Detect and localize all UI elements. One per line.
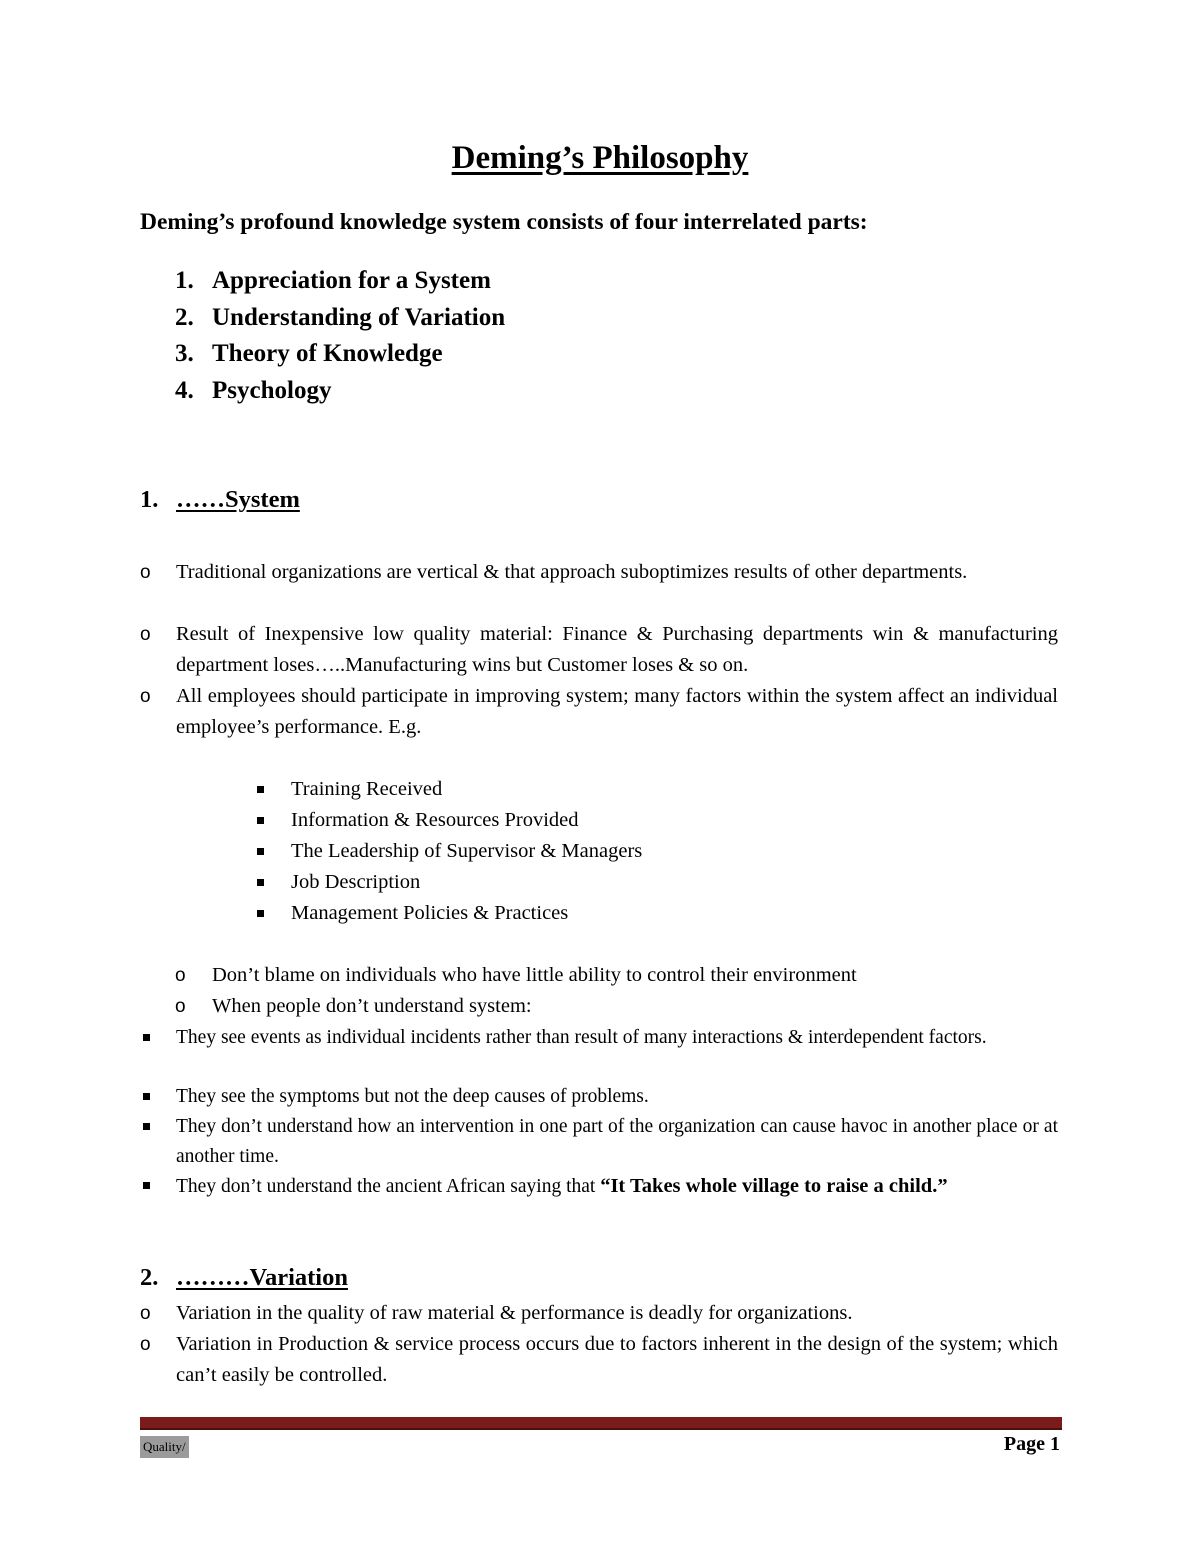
bullet-paragraph <box>140 1329 1058 1391</box>
list-item <box>254 774 642 805</box>
bullet-paragraph <box>140 1298 1058 1329</box>
square-bullet-paragraph <box>140 1171 1058 1202</box>
circle-bullet-icon: o <box>175 996 186 1017</box>
section-heading-variation <box>140 1264 348 1292</box>
page-title: Deming’s Philosophy <box>451 140 749 176</box>
square-bullet-icon <box>257 848 264 855</box>
bullet-text <box>176 1171 1058 1202</box>
bullet-text: All employees should participate in improving system; many factors within the system affect an individual employee’s performance. E.g. <box>176 685 1058 738</box>
saying-quote: “It Takes whole village to raise a child.” <box>600 1175 948 1197</box>
square-bullet-icon <box>143 1093 150 1100</box>
square-bullet-paragraph <box>140 1023 1058 1053</box>
circle-bullet-icon: o <box>140 624 151 645</box>
list-label: Information & Resources Provided <box>291 809 579 831</box>
list-item <box>254 836 642 867</box>
sub-point-text: Don’t blame on individuals who have little ability to control their environment <box>212 964 857 986</box>
list-item <box>254 898 642 929</box>
sub-point-text: When people don’t understand system: <box>212 995 532 1017</box>
list-item <box>175 339 505 376</box>
bullet-text: They see the symptoms but not the deep causes of problems. <box>176 1086 649 1107</box>
square-bullet-paragraph <box>140 1112 1058 1172</box>
bullet-paragraph <box>140 619 1058 681</box>
section-title: ………Variation <box>176 1264 348 1291</box>
intro-text: Deming’s profound knowledge system consists of four interrelated parts: <box>140 209 868 235</box>
list-item <box>175 266 505 303</box>
footer-label: Quality/ <box>140 1436 189 1458</box>
list-item <box>254 867 642 898</box>
circle-bullet-icon: o <box>140 562 151 583</box>
list-label: Understanding of Variation <box>212 303 506 331</box>
circle-bullet-icon: o <box>140 1334 151 1355</box>
list-label: Psychology <box>212 376 332 404</box>
list-number: 3. <box>175 340 194 367</box>
bullet-text: Result of Inexpensive low quality material: Finance & Purchasing departments win & manufacturing department loses…..Manufacturing wins but Customer loses & so on. <box>176 623 1058 676</box>
square-bullet-icon <box>257 817 264 824</box>
square-bullet-icon <box>257 786 264 793</box>
list-number: 1. <box>175 267 194 294</box>
bullet-text: They don’t understand how an intervention in one part of the organization can cause havoc in another place or at another time. <box>176 1116 1058 1167</box>
square-bullet-icon <box>143 1123 150 1130</box>
bullet-text: Traditional organizations are vertical & that approach suboptimizes results of other departments. <box>176 561 968 583</box>
list-item <box>175 303 505 340</box>
list-label: Appreciation for a System <box>212 267 491 294</box>
factors-list <box>254 774 642 929</box>
bullet-text: They see events as individual incidents rather than result of many interactions & interdependent factors. <box>176 1027 987 1048</box>
square-bullet-paragraph <box>140 1082 1058 1112</box>
page-number: Page 1 <box>1003 1433 1060 1455</box>
square-bullet-icon <box>257 879 264 886</box>
bullet-text: Variation in Production & service process occurs due to factors inherent in the design of the system; which can’t easily be controlled. <box>176 1333 1058 1386</box>
square-bullet-icon <box>257 910 264 917</box>
bullet-text: Variation in the quality of raw material & performance is deadly for organizations. <box>176 1302 853 1324</box>
parts-list <box>175 266 505 412</box>
section-title: ……System <box>176 486 300 513</box>
section-number: 1. <box>140 486 159 513</box>
footer-divider <box>140 1417 1062 1430</box>
square-bullet-icon <box>143 1182 150 1189</box>
bullet-paragraph <box>140 681 1058 743</box>
section-number: 2. <box>140 1264 159 1291</box>
section-heading-system <box>140 486 300 514</box>
bullet-paragraph <box>140 557 1058 588</box>
list-label: Job Description <box>291 871 421 893</box>
sub-point <box>175 960 857 991</box>
circle-bullet-icon: o <box>175 965 186 986</box>
list-number: 4. <box>175 376 194 404</box>
circle-bullet-icon: o <box>140 686 151 707</box>
list-label: Management Policies & Practices <box>291 902 569 924</box>
list-item <box>254 805 642 836</box>
list-number: 2. <box>175 303 194 331</box>
circle-bullet-icon: o <box>140 1303 151 1324</box>
list-label: Theory of Knowledge <box>212 340 443 367</box>
square-bullet-icon <box>143 1034 150 1041</box>
list-item <box>175 376 505 413</box>
saying-prefix: They don’t understand the ancient African saying that <box>176 1176 601 1197</box>
list-label: Training Received <box>291 778 443 800</box>
sub-point <box>175 991 532 1022</box>
list-label: The Leadership of Supervisor & Managers <box>291 840 643 862</box>
